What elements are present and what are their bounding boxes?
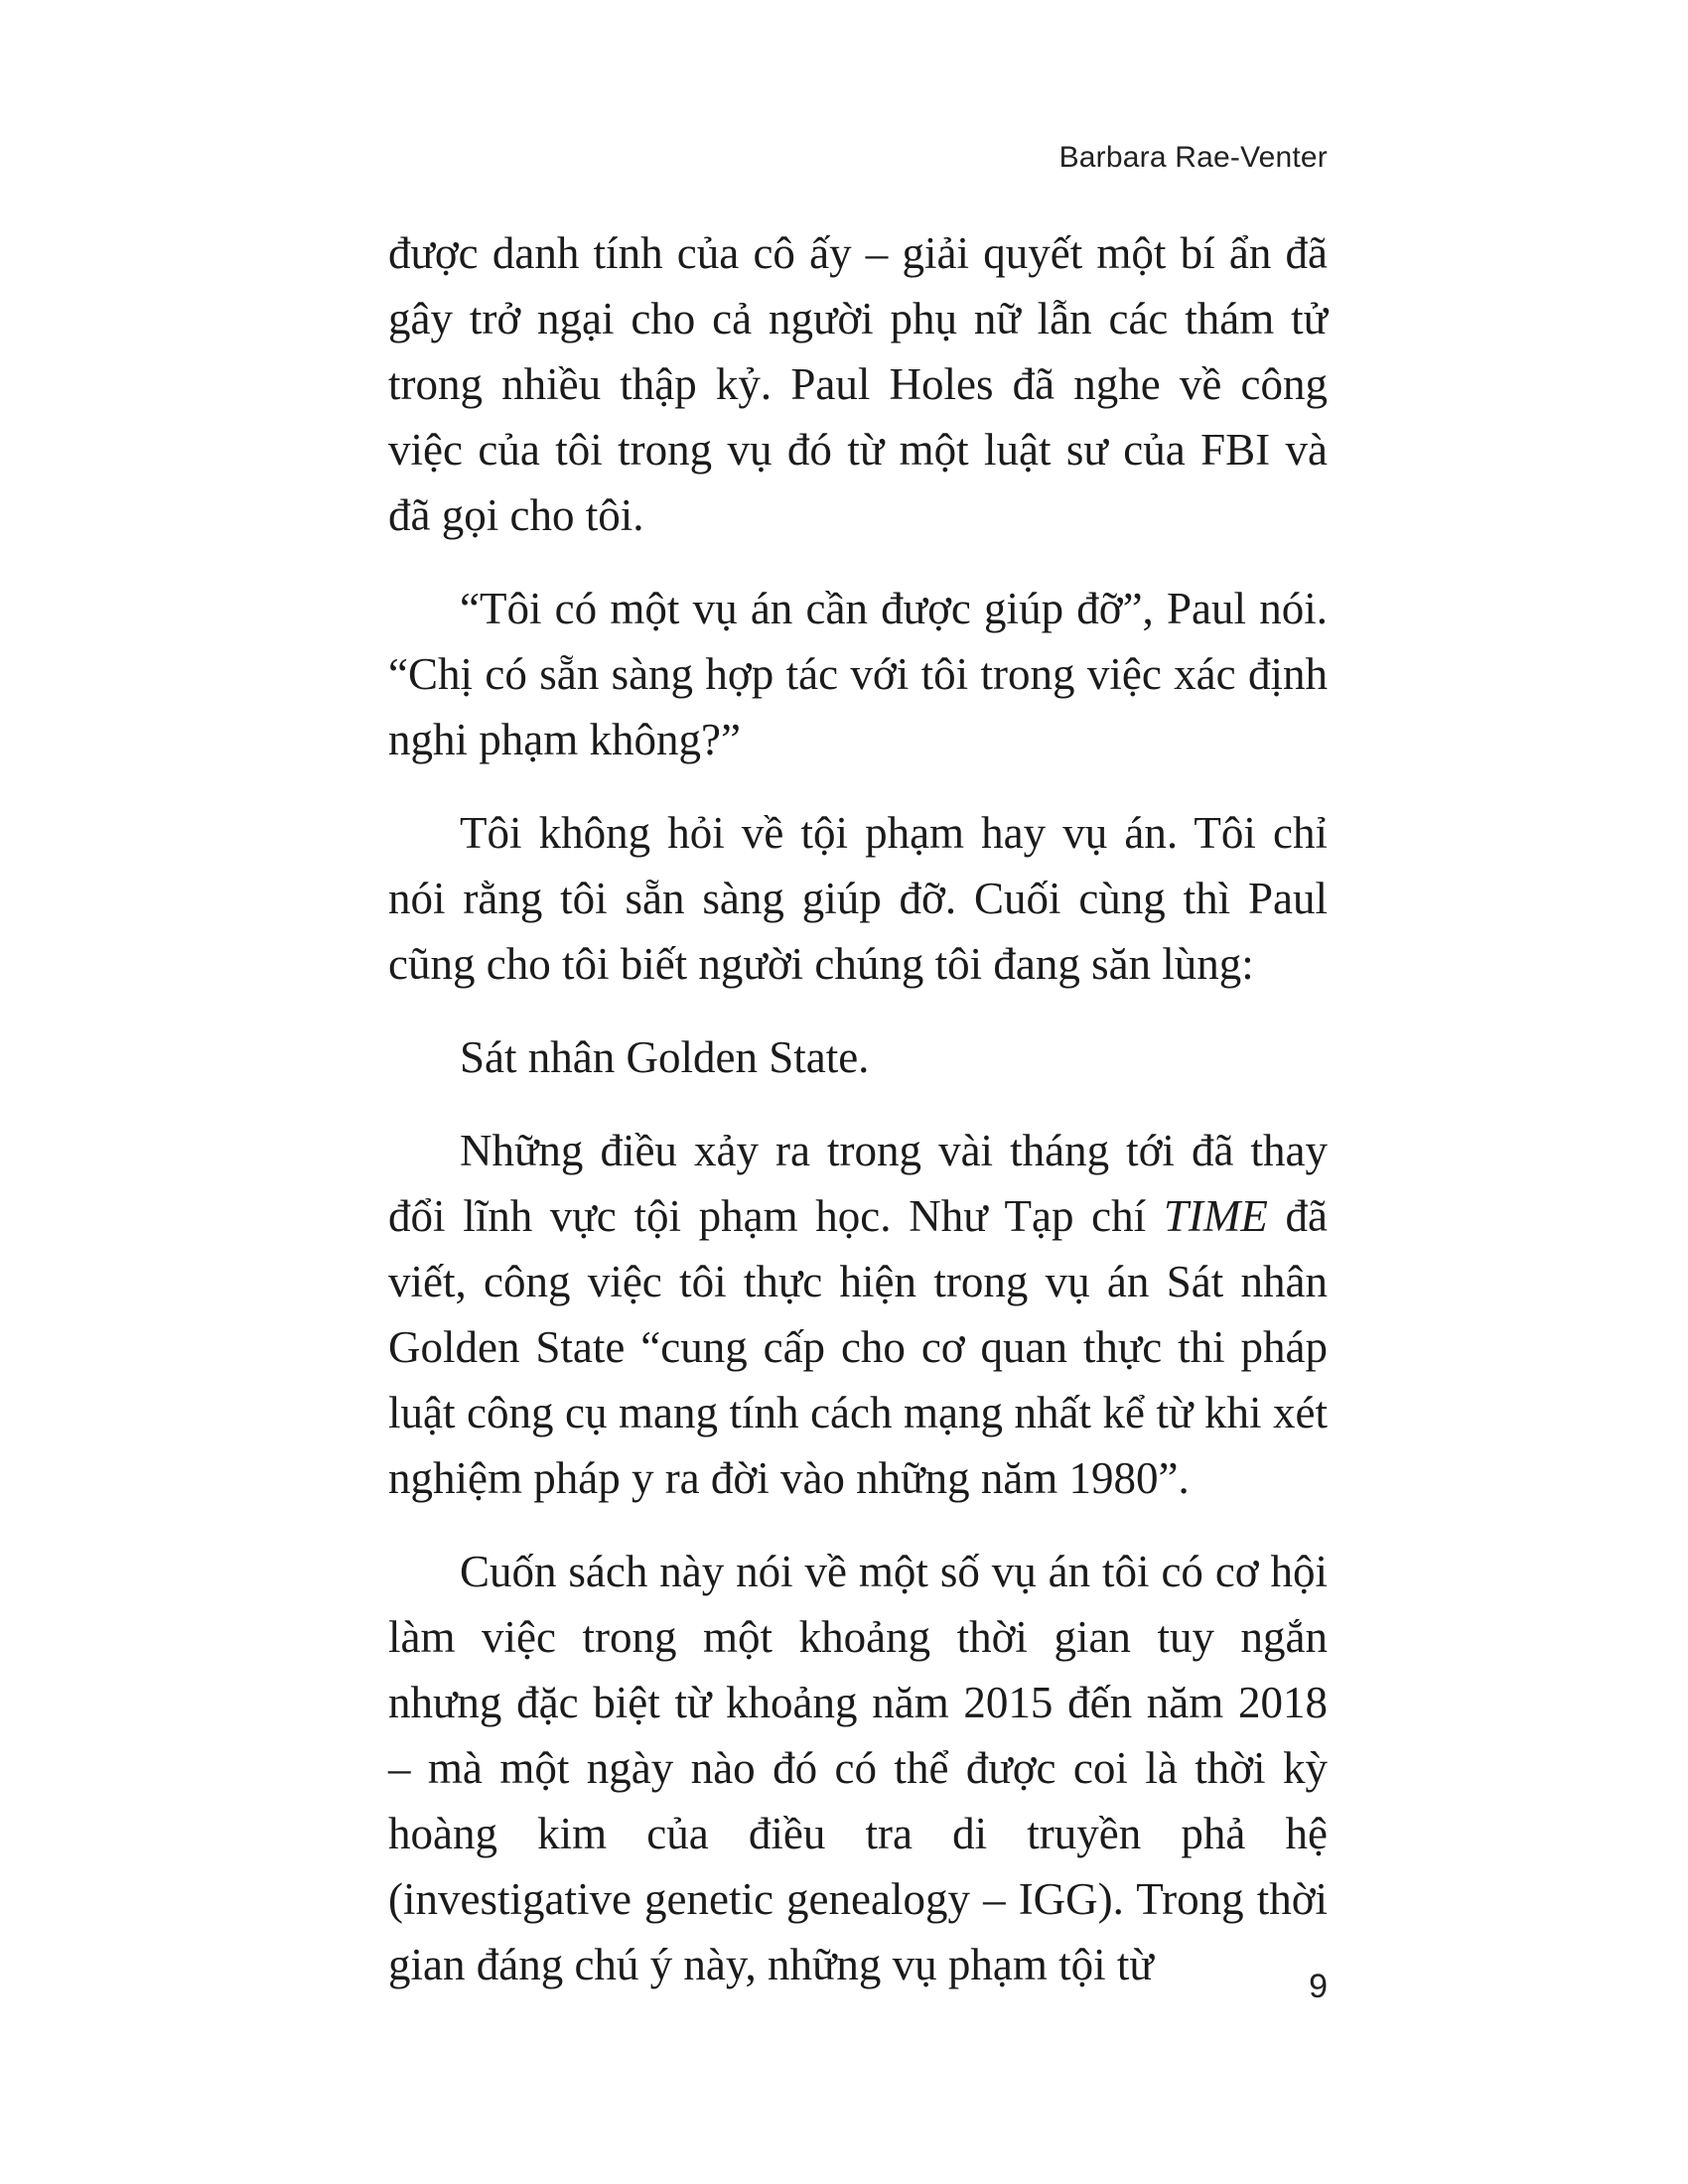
body-text: [388, 220, 1328, 2025]
paragraph: [388, 800, 1328, 997]
paragraph: [388, 576, 1328, 772]
text-segment: Tôi không hỏi về tội phạm hay vụ án. Tôi chỉ nói rằng tôi sẵn sàng giúp đỡ. Cuối cùng thì Paul cũng cho tôi biết người chúng tôi đang săn lùng:: [388, 808, 1328, 989]
paragraph: [388, 1118, 1328, 1511]
text-segment: đã viết, công việc tôi thực hiện trong vụ án Sát nhân Golden State “cung cấp cho cơ quan thực thi pháp luật công cụ mang tính cách mạng nhất kể từ khi xét nghiệm pháp y ra đời vào những năm 1980”.: [388, 1191, 1328, 1503]
page-number: 9: [1309, 1968, 1328, 2005]
paragraph: [388, 220, 1328, 548]
paragraph: [388, 1024, 1328, 1090]
text-segment: Những điều xảy ra trong vài tháng tới đã thay đổi lĩnh vực tội phạm học. Như Tạp chí: [388, 1126, 1328, 1241]
text-segment: Sát nhân Golden State.: [460, 1032, 870, 1082]
italic-text-segment: TIME: [1163, 1191, 1268, 1241]
text-segment: “Tôi có một vụ án cần được giúp đỡ”, Paul nói. “Chị có sẵn sàng hợp tác với tôi trong việc xác định nghi phạm không?”: [388, 584, 1328, 764]
text-segment: được danh tính của cô ấy – giải quyết một bí ẩn đã gây trở ngại cho cả người phụ nữ lẫn các thám tử trong nhiều thập kỷ. Paul Holes đã nghe về công việc của tôi trong vụ đó từ một luật sư của FBI và đã gọi cho tôi.: [388, 228, 1328, 540]
running-header-author: Barbara Rae-Venter: [1058, 141, 1328, 174]
text-segment: Cuốn sách này nói về một số vụ án tôi có cơ hội làm việc trong một khoảng thời gian tuy ngắn nhưng đặc biệt từ khoảng năm 2015 đến năm 2018 – mà một ngày nào đó có thể được coi là thời kỳ hoàng kim của điều tra di truyền phả hệ (investigative genetic genealogy – IGG). Trong thời gian đáng chú ý này, những vụ phạm tội từ: [388, 1547, 1328, 1989]
paragraph: [388, 1539, 1328, 1997]
